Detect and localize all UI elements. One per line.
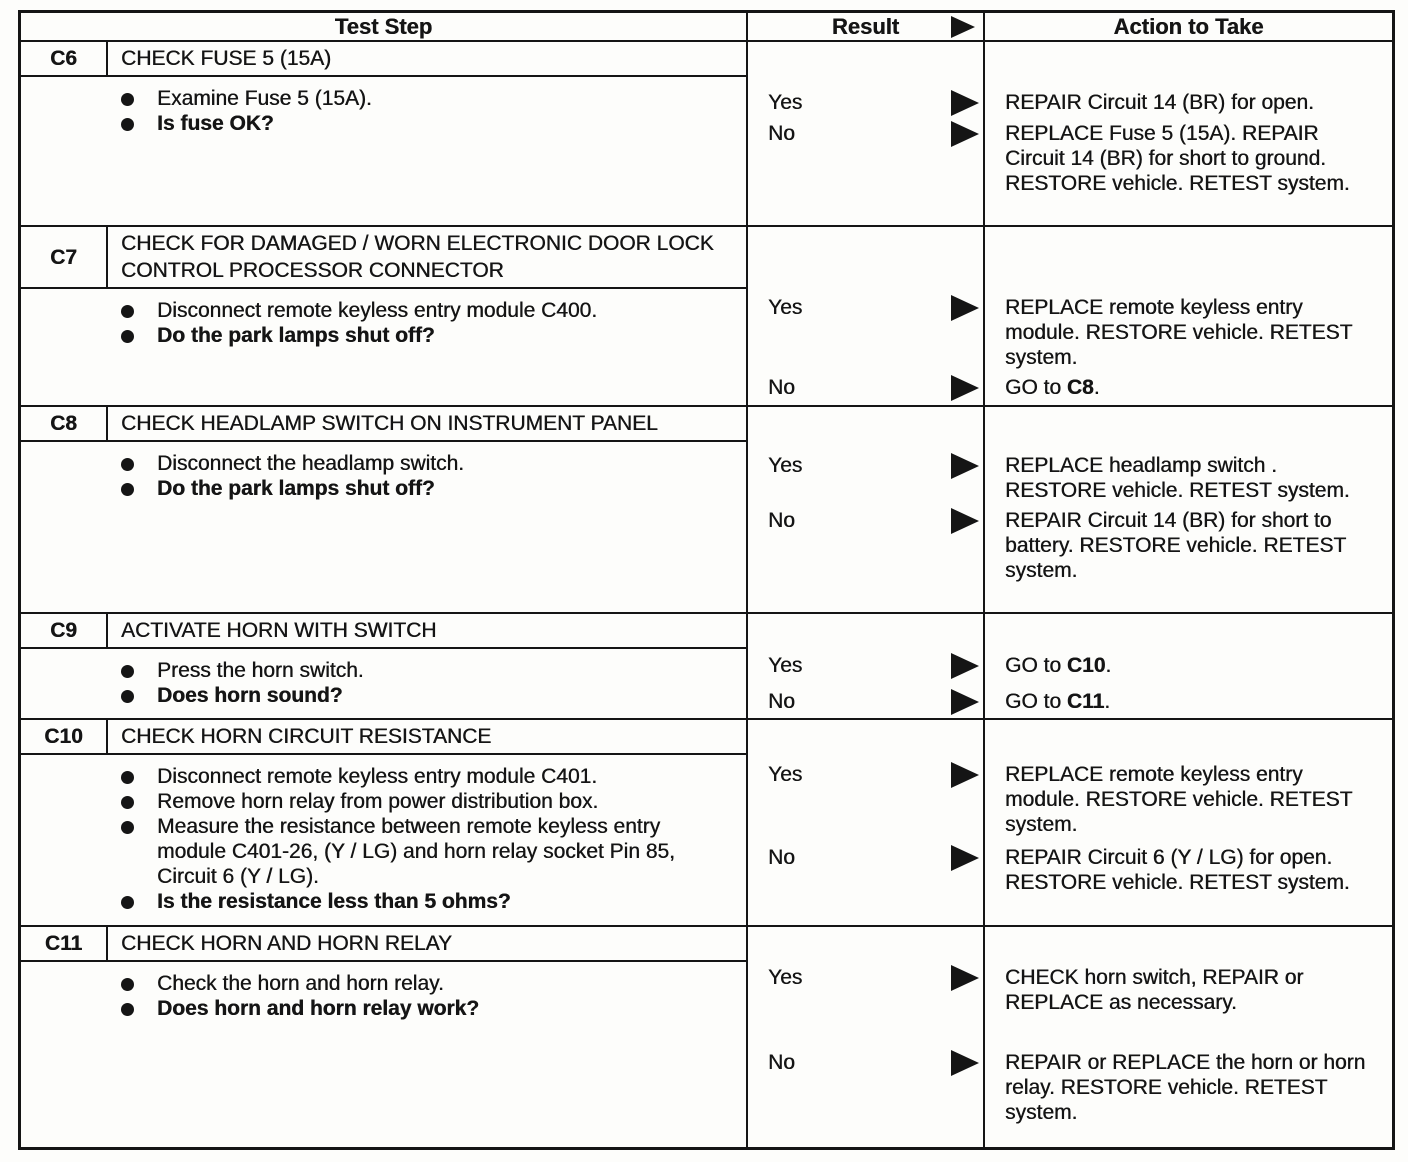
bullet-icon [121, 1003, 134, 1016]
test-step-item [21, 451, 746, 476]
test-step-cell [21, 720, 748, 925]
outcome-list [748, 90, 1392, 196]
test-id: C6 [21, 42, 108, 75]
test-title: CHECK FOR DAMAGED / WORN ELECTRONIC DOOR LOCK CONTROL PROCESSOR CONNECTOR [121, 232, 714, 282]
action-text: GO to C8. [1005, 376, 1100, 399]
result-label: No [768, 1051, 795, 1074]
step-list [21, 649, 746, 708]
table-header-row [21, 13, 1392, 42]
test-title: CHECK HORN AND HORN RELAY [121, 932, 452, 955]
action-text: CHECK horn switch, REPAIR or REPLACE as necessary. [1005, 966, 1304, 1014]
step-text: Do the park lamps shut off? [157, 324, 435, 347]
outcome-row [748, 762, 1392, 837]
result-cell [748, 653, 985, 678]
result-label: No [768, 846, 795, 869]
test-step-cell [21, 227, 748, 405]
result-arrow-icon [951, 508, 979, 534]
result-cell [748, 1050, 985, 1075]
result-cell [748, 90, 985, 115]
test-id: C11 [21, 927, 108, 960]
bullet-icon [121, 118, 134, 131]
test-step-cell [21, 42, 748, 225]
bullet-icon [121, 330, 134, 343]
result-cell [748, 508, 985, 533]
test-step-item [21, 111, 746, 136]
test-row [21, 42, 1392, 227]
bullet-icon [121, 821, 134, 834]
outcome-row [748, 508, 1392, 583]
result-cell [748, 762, 985, 787]
test-step-item [21, 889, 746, 914]
test-id: C8 [21, 407, 108, 440]
test-title: CHECK HEADLAMP SWITCH ON INSTRUMENT PANEL [121, 412, 658, 435]
result-label: No [768, 690, 795, 713]
test-row [21, 614, 1392, 720]
test-step-item [21, 814, 746, 889]
action-text: GO to C10. [1005, 654, 1112, 677]
outcome-row [748, 295, 1392, 370]
result-arrow-icon [951, 1050, 979, 1076]
step-list [21, 289, 746, 348]
result-label: Yes [768, 454, 803, 477]
column-header-action: Action to Take [1113, 13, 1264, 39]
outcome-row [748, 453, 1392, 503]
action-text: REPAIR Circuit 14 (BR) for short to battery. RESTORE vehicle. RETEST system. [1005, 509, 1346, 582]
bullet-icon [121, 771, 134, 784]
test-step-item [21, 298, 746, 323]
result-cell [748, 375, 985, 400]
result-cell [748, 689, 985, 714]
outcome-row [748, 375, 1392, 400]
result-header-arrow-icon [951, 16, 975, 38]
outcome-list [748, 453, 1392, 583]
result-label: Yes [768, 654, 803, 677]
test-row [21, 227, 1392, 407]
test-step-cell [21, 407, 748, 612]
outcome-row [748, 689, 1392, 714]
step-text: Is fuse OK? [157, 112, 274, 135]
test-row [21, 407, 1392, 614]
step-text: Measure the resistance between remote keyless entry module C401-26, (Y / LG) and horn relay socket Pin 85, Circuit 6 (Y / LG). [157, 815, 675, 888]
test-step-item [21, 683, 746, 708]
outcome-row [748, 90, 1392, 115]
step-text: Do the park lamps shut off? [157, 477, 435, 500]
result-label: Yes [768, 763, 803, 786]
result-cell [748, 845, 985, 870]
action-text: REPLACE headlamp switch . RESTORE vehicle. RETEST system. [1005, 454, 1350, 502]
test-title-band [21, 927, 746, 962]
test-step-item [21, 658, 746, 683]
bullet-icon [121, 665, 134, 678]
test-title-band [21, 227, 746, 289]
result-arrow-icon [951, 121, 979, 147]
outcome-list [748, 965, 1392, 1125]
result-action-cell [748, 927, 1392, 1147]
step-text: Examine Fuse 5 (15A). [157, 87, 372, 110]
step-text: Disconnect the headlamp switch. [157, 452, 464, 475]
step-list [21, 77, 746, 136]
action-text: REPAIR or REPLACE the horn or horn relay. RESTORE vehicle. RETEST system. [1005, 1051, 1366, 1124]
result-label: No [768, 509, 795, 532]
result-label: Yes [768, 91, 803, 114]
column-header-test-step: Test Step [21, 13, 748, 40]
test-title: ACTIVATE HORN WITH SWITCH [121, 619, 437, 642]
step-text: Disconnect remote keyless entry module C400. [157, 299, 598, 322]
bullet-icon [121, 690, 134, 703]
action-text: REPLACE Fuse 5 (15A). REPAIR Circuit 14 (BR) for short to ground. RESTORE vehicle. RETEST system. [1005, 122, 1350, 195]
result-action-cell [748, 42, 1392, 225]
outcome-list [748, 653, 1392, 714]
step-list [21, 442, 746, 501]
test-step-item [21, 971, 746, 996]
test-id: C9 [21, 614, 108, 647]
result-arrow-icon [951, 375, 979, 401]
test-row [21, 927, 1392, 1147]
result-action-cell [748, 407, 1392, 612]
test-step-item [21, 764, 746, 789]
result-label: Yes [768, 296, 803, 319]
bullet-icon [121, 305, 134, 318]
result-label: No [768, 376, 795, 399]
test-title-band [21, 614, 746, 649]
test-title-band [21, 42, 746, 77]
step-text: Does horn and horn relay work? [157, 997, 480, 1020]
result-cell [748, 453, 985, 478]
action-text: REPLACE remote keyless entry module. RESTORE vehicle. RETEST system. [1005, 296, 1353, 369]
result-action-cell [748, 720, 1392, 925]
step-list [21, 755, 746, 914]
result-cell [748, 965, 985, 990]
bullet-icon [121, 978, 134, 991]
outcome-row [748, 653, 1392, 678]
column-header-result [748, 13, 985, 40]
action-text: REPAIR Circuit 6 (Y / LG) for open. RESTORE vehicle. RETEST system. [1005, 846, 1350, 894]
test-title: CHECK HORN CIRCUIT RESISTANCE [121, 725, 492, 748]
test-step-cell [21, 614, 748, 718]
result-arrow-icon [951, 90, 979, 116]
table-body [21, 42, 1392, 1147]
outcome-row [748, 965, 1392, 1015]
bullet-icon [121, 93, 134, 106]
bullet-icon [121, 458, 134, 471]
bullet-icon [121, 796, 134, 809]
result-arrow-icon [951, 689, 979, 715]
action-text: GO to C11. [1005, 690, 1111, 713]
step-text: Press the horn switch. [157, 659, 364, 682]
result-arrow-icon [951, 965, 979, 991]
result-arrow-icon [951, 845, 979, 871]
test-step-item [21, 476, 746, 501]
outcome-list [748, 762, 1392, 895]
result-action-cell [748, 614, 1392, 718]
step-text: Remove horn relay from power distribution box. [157, 790, 599, 813]
result-action-cell [748, 227, 1392, 405]
test-title-band [21, 407, 746, 442]
step-text: Does horn sound? [157, 684, 343, 707]
test-step-item [21, 86, 746, 111]
test-title-band [21, 720, 746, 755]
test-id: C10 [21, 720, 108, 753]
result-label: Yes [768, 966, 803, 989]
pinpoint-test-table [18, 10, 1395, 1150]
bullet-icon [121, 483, 134, 496]
result-arrow-icon [951, 762, 979, 788]
test-step-item [21, 789, 746, 814]
result-header-label: Result [831, 13, 900, 39]
test-step-cell [21, 927, 748, 1147]
result-cell [748, 121, 985, 146]
test-row [21, 720, 1392, 927]
action-text: REPAIR Circuit 14 (BR) for open. [1005, 91, 1314, 114]
outcome-row [748, 121, 1392, 196]
step-text: Check the horn and horn relay. [157, 972, 444, 995]
result-arrow-icon [951, 653, 979, 679]
outcome-row [748, 845, 1392, 895]
test-id: C7 [21, 227, 108, 287]
result-cell [748, 295, 985, 320]
outcome-row [748, 1050, 1392, 1125]
bullet-icon [121, 896, 134, 909]
outcome-list [748, 295, 1392, 400]
test-title: CHECK FUSE 5 (15A) [121, 47, 332, 70]
result-arrow-icon [951, 453, 979, 479]
result-arrow-icon [951, 295, 979, 321]
step-list [21, 962, 746, 1021]
action-text: REPLACE remote keyless entry module. RESTORE vehicle. RETEST system. [1005, 763, 1353, 836]
result-label: No [768, 122, 795, 145]
step-text: Disconnect remote keyless entry module C401. [157, 765, 598, 788]
step-text: Is the resistance less than 5 ohms? [157, 890, 511, 913]
test-step-item [21, 323, 746, 348]
test-step-item [21, 996, 746, 1021]
